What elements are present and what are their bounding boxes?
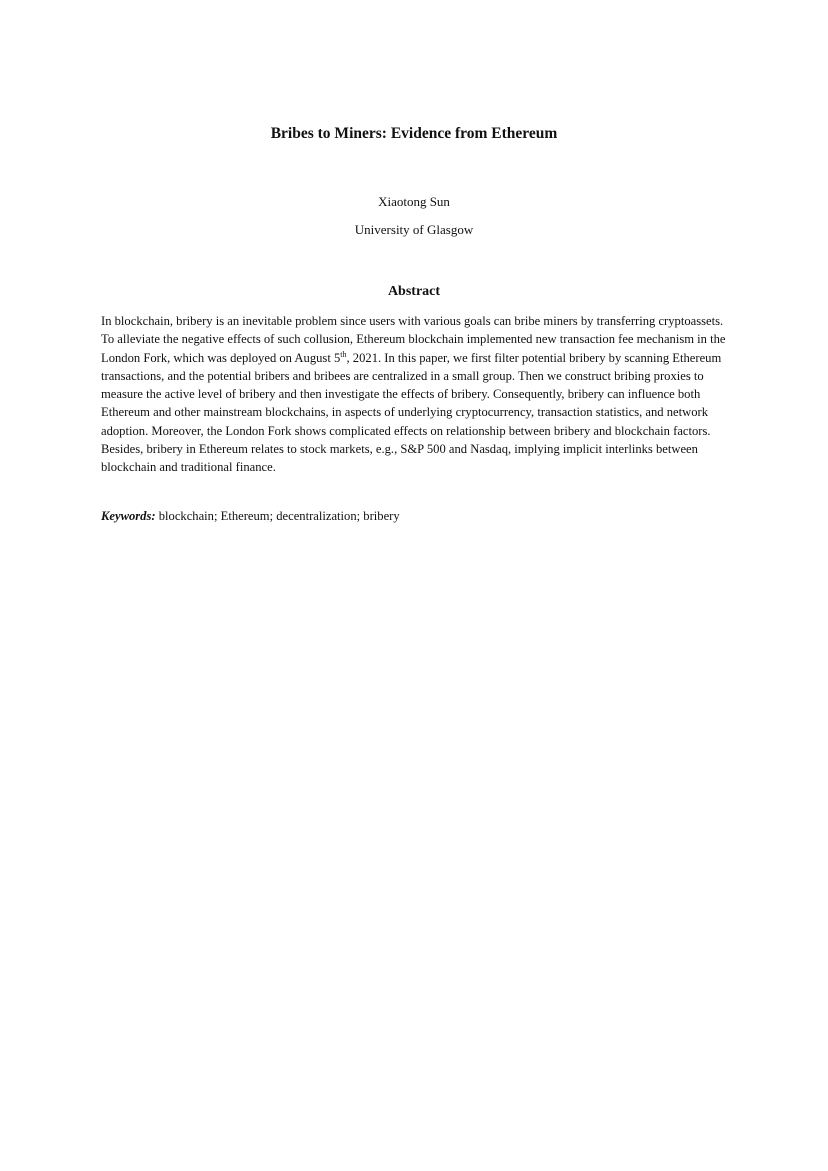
abstract-text-part2: , 2021. In this paper, we first filter potential bribery by scanning Ethereum transactions, and the potential bribers and bribees are centralized in a small group. Then we construct bribing proxies to measure the active level of bribery and then investigate the effects of bribery. Consequently, bribery can influence both Ethereum and other mainstream blockchains, in aspects of underlying cryptocurrency, transaction statistics, and network adoption. Moreover, the London Fork shows complicated effects on relationship between bribery and blockchain factors. Besides, bribery in Ethereum relates to stock markets, e.g., S&P 500 and Nasdaq, implying implicit interlinks between blockchain and traditional finance.	[101, 350, 722, 475]
author-affiliation: University of Glasgow	[354, 222, 474, 237]
abstract-body	[101, 312, 729, 477]
abstract-heading: Abstract	[387, 284, 441, 299]
paper-title: Bribes to Miners: Evidence from Ethereum	[270, 125, 558, 142]
abstract-superscript: th	[340, 349, 347, 359]
abstract-text-part1: In blockchain, bribery is an inevitable problem since users with various goals can bribe miners by transferring cryptoassets. To alleviate the negative effects of such collusion, Ethereum blockchain implemented new transaction fee mechanism in the London Fork, which was deployed on August 5	[101, 314, 726, 365]
keywords-line	[101, 507, 729, 525]
author-name: Xiaotong Sun	[378, 194, 450, 209]
keywords-label: Keywords:	[101, 509, 156, 523]
keywords-text: blockchain; Ethereum; decentralization; bribery	[155, 509, 400, 523]
